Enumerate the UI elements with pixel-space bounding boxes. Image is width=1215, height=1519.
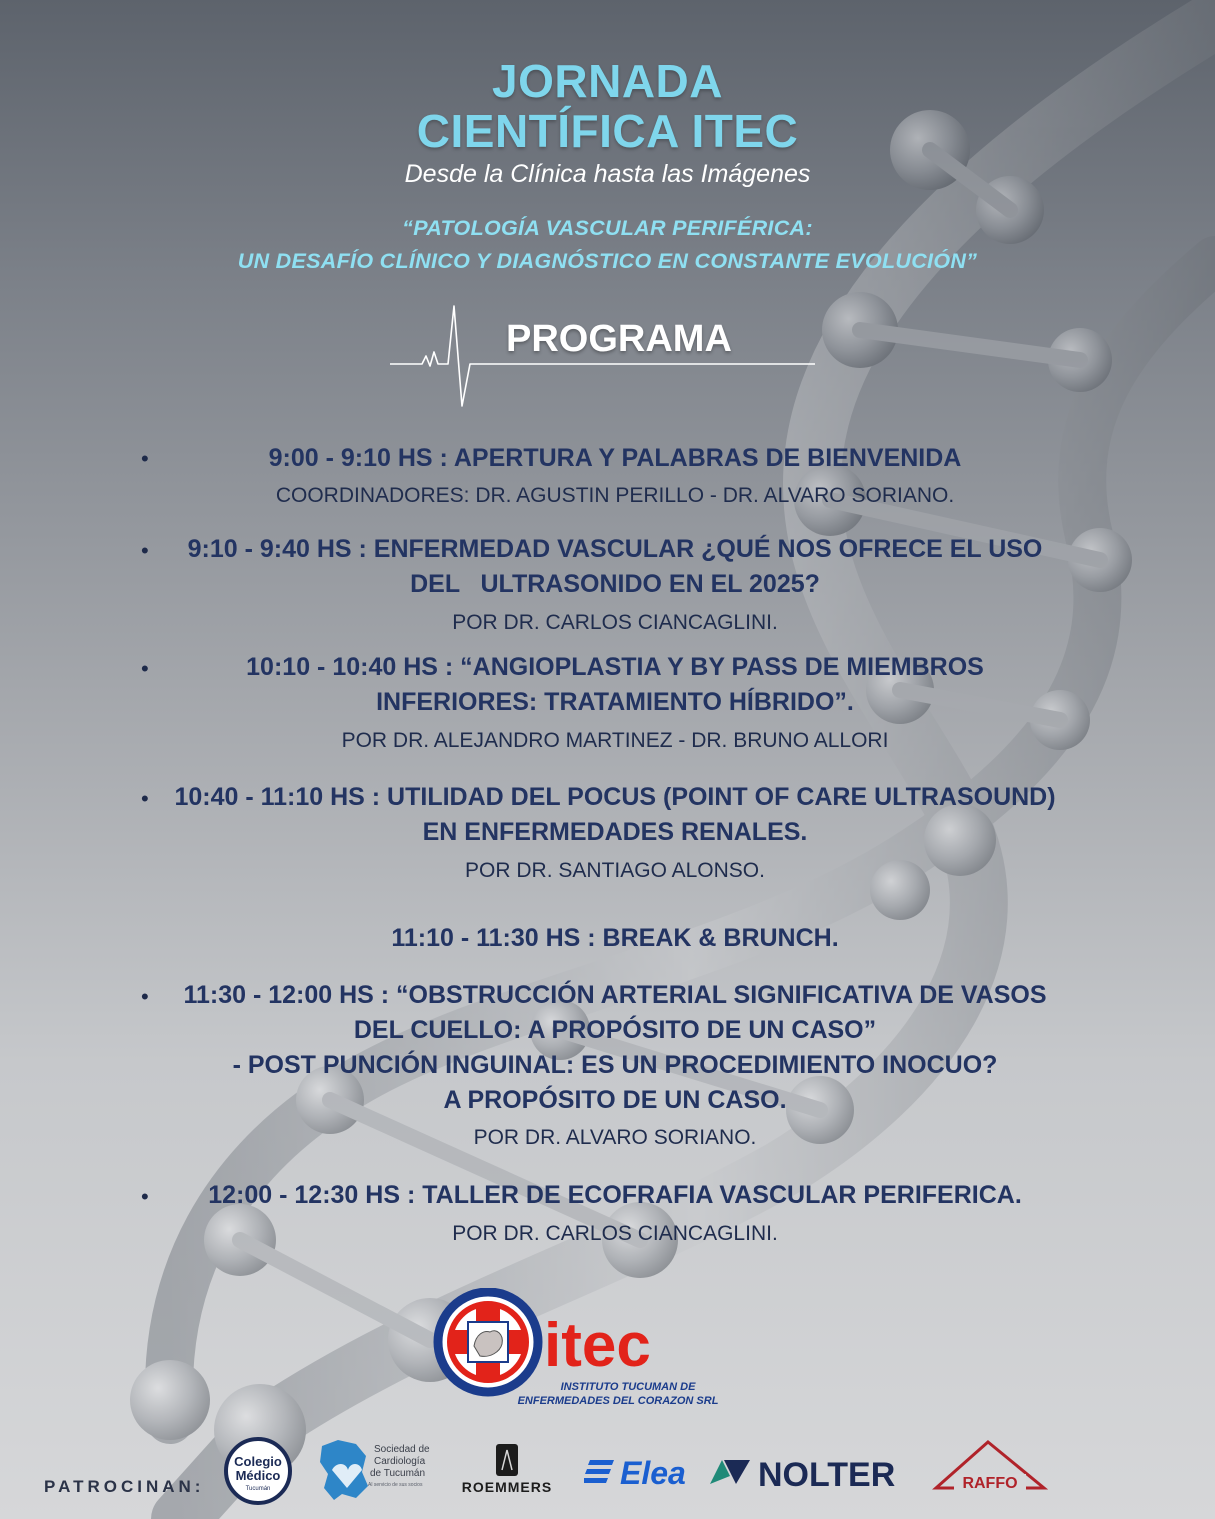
itec-wordmark: itec — [544, 1311, 651, 1380]
sociedad-cardiologia-logo — [316, 1436, 440, 1506]
colegio-text-2: Médico — [235, 1468, 281, 1483]
session-line: 9:10 - 9:40 HS : ENFERMEDAD VASCULAR ¿QUÉ NOS OFRECE EL USO — [187, 535, 1043, 563]
session-speaker: COORDINADORES: DR. AGUSTIN PERILLO - DR. ALVARO SORIANO. — [275, 484, 955, 507]
bullet-icon: • — [141, 656, 149, 681]
session-title — [140, 978, 1090, 1118]
session-title — [140, 441, 1090, 476]
sociedad-text-1: Sociedad de — [374, 1444, 430, 1455]
session-speaker: POR DR. SANTIAGO ALONSO. — [465, 859, 765, 882]
title-line-2: CIENTÍFICA ITEC — [416, 105, 799, 157]
session-line: 11:10 - 11:30 HS : BREAK & BRUNCH. — [391, 924, 839, 952]
bullet-icon: • — [141, 984, 149, 1009]
sociedad-text-3: de Tucumán — [370, 1468, 426, 1479]
raffo-text: RAFFO — [962, 1475, 1018, 1492]
session-title — [140, 650, 1090, 720]
session-line: 10:10 - 10:40 HS : “ANGIOPLASTIA Y BY PASS DE MIEMBROS — [246, 653, 984, 681]
session-line: 11:30 - 12:00 HS : “OBSTRUCCIÓN ARTERIAL SIGNIFICATIVA DE VASOS — [183, 981, 1047, 1009]
raffo-logo — [932, 1436, 1048, 1506]
bullet-icon: • — [141, 786, 149, 811]
session-title — [140, 532, 1090, 602]
sociedad-text-4: Al servicio de sus socios — [368, 1482, 423, 1488]
bullet-icon: • — [141, 538, 149, 563]
session-line: EN ENFERMEDADES RENALES. — [422, 818, 808, 846]
colegio-medico-logo — [222, 1436, 294, 1506]
bullet-icon: • — [141, 446, 149, 471]
session-speaker: POR DR. CARLOS CIANCAGLINI. — [452, 1222, 778, 1245]
roemmers-logo — [454, 1436, 560, 1506]
itec-logo — [432, 1288, 722, 1408]
session-line: 9:00 - 9:10 HS : APERTURA Y PALABRAS DE BIENVENIDA — [268, 444, 962, 472]
bullet-icon: • — [141, 1184, 149, 1209]
session-line: - POST PUNCIÓN INGUINAL: ES UN PROCEDIMIENTO INOCUO? — [232, 1051, 998, 1079]
session-line: DEL CUELLO: A PROPÓSITO DE UN CASO” — [353, 1016, 877, 1044]
theme-line-2: UN DESAFÍO CLÍNICO Y DIAGNÓSTICO EN CONSTANTE EVOLUCIÓN” — [237, 249, 978, 273]
session-line: 12:00 - 12:30 HS : TALLER DE ECOFRAFIA VASCULAR PERIFERICA. — [208, 1181, 1022, 1209]
event-theme — [0, 212, 1215, 278]
itec-fullname-1: INSTITUTO TUCUMAN DE — [560, 1381, 696, 1393]
elea-logo — [584, 1436, 700, 1506]
session-title — [140, 1178, 1090, 1213]
session-title — [140, 780, 1090, 850]
itec-fullname-2: ENFERMEDADES DEL CORAZON SRL — [517, 1395, 719, 1407]
colegio-text-3: Tucumán — [245, 1486, 271, 1492]
session-title — [140, 921, 1090, 956]
nolter-text: NOLTER — [758, 1456, 896, 1494]
theme-line-1: “PATOLOGÍA VASCULAR PERIFÉRICA: — [402, 216, 813, 240]
session-line: INFERIORES: TRATAMIENTO HÍBRIDO”. — [376, 688, 854, 716]
session-speaker: POR DR. ALVARO SORIANO. — [473, 1126, 757, 1149]
nolter-logo — [706, 1436, 912, 1506]
colegio-text-1: Colegio — [234, 1454, 282, 1469]
session-speaker: POR DR. ALEJANDRO MARTINEZ - DR. BRUNO ALLORI — [341, 729, 889, 752]
session-line: 10:40 - 11:10 HS : UTILIDAD DEL POCUS (POINT OF CARE ULTRASOUND) — [174, 783, 1056, 811]
elea-text: Elea — [620, 1455, 686, 1491]
session-speaker: POR DR. CARLOS CIANCAGLINI. — [452, 611, 778, 634]
title-line-1: JORNADA — [492, 55, 723, 107]
event-subtitle: Desde la Clínica hasta las Imágenes — [404, 160, 811, 188]
session-line: DEL ULTRASONIDO EN EL 2025? — [410, 570, 820, 598]
roemmers-text: ROEMMERS — [461, 1479, 553, 1495]
programa-heading: PROGRAMA — [506, 318, 732, 360]
sociedad-text-2: Cardiología — [374, 1456, 426, 1467]
sponsors-label: PATROCINAN: — [44, 1477, 205, 1496]
session-line: A PROPÓSITO DE UN CASO. — [443, 1086, 787, 1114]
event-title — [0, 56, 1215, 156]
